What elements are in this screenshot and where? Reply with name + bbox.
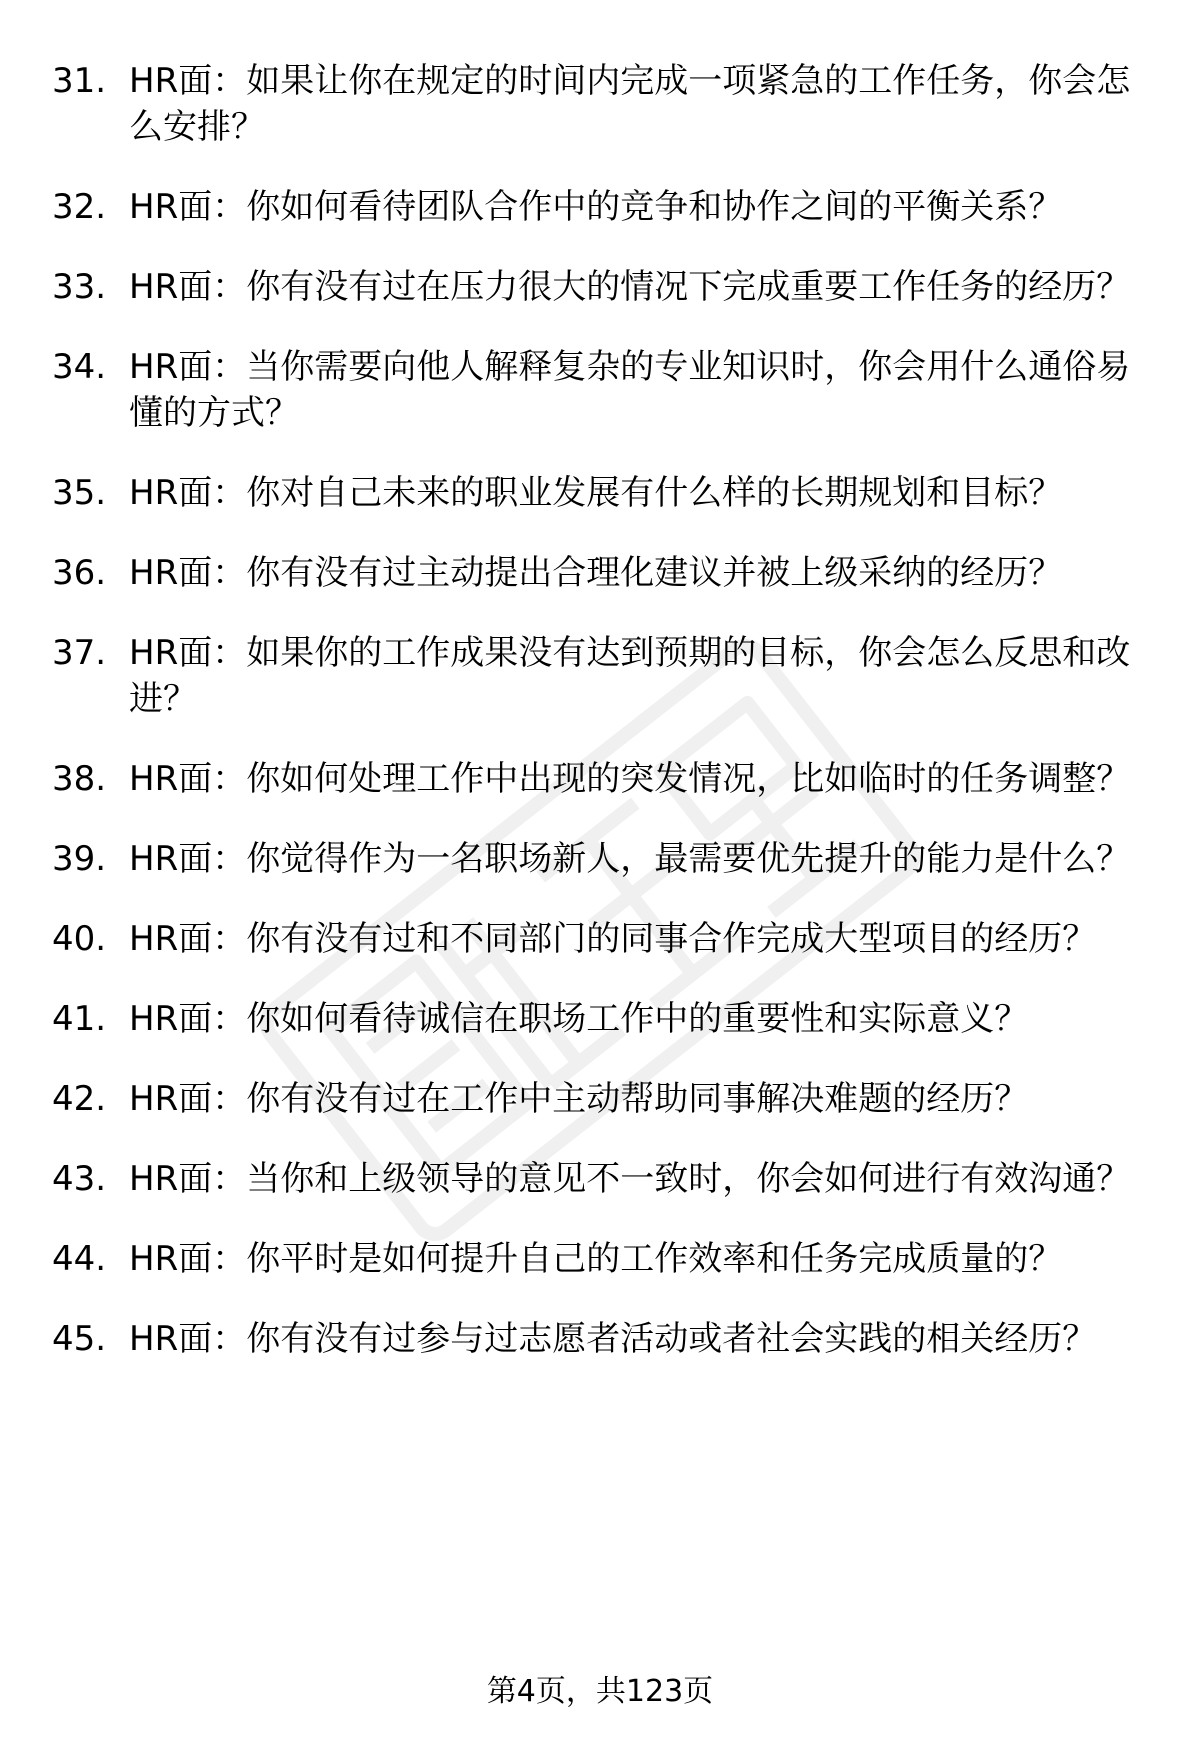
question-text: HR面：你有没有过参与过志愿者活动或者社会实践的相关经历？ [129, 1319, 1097, 1359]
list-item [0, 550, 1200, 596]
list-item [0, 1316, 1200, 1362]
list-item [0, 470, 1200, 516]
question-number: 31. [52, 61, 107, 101]
question-text: HR面：当你需要向他人解释复杂的专业知识时，你会用什么通俗易懂的方式？ [129, 347, 1131, 433]
list-item [0, 996, 1200, 1042]
list-item [0, 836, 1200, 882]
question-text: HR面：你如何看待诚信在职场工作中的重要性和实际意义？ [129, 999, 1029, 1039]
question-number: 41. [52, 999, 107, 1039]
question-text: HR面：你如何看待团队合作中的竞争和协作之间的平衡关系？ [129, 187, 1063, 227]
question-number: 32. [52, 187, 107, 227]
question-text: HR面：你有没有过在压力很大的情况下完成重要工作任务的经历？ [129, 267, 1131, 307]
question-text: HR面：你觉得作为一名职场新人，最需要优先提升的能力是什么？ [129, 839, 1131, 879]
list-item [0, 184, 1200, 230]
question-text: HR面：你对自己未来的职业发展有什么样的长期规划和目标？ [129, 473, 1063, 513]
question-number: 40. [52, 919, 107, 959]
question-text: HR面：当你和上级领导的意见不一致时，你会如何进行有效沟通？ [129, 1159, 1131, 1199]
question-number: 38. [52, 759, 107, 799]
question-number: 36. [52, 553, 107, 593]
question-number: 34. [52, 347, 107, 387]
question-text: HR面：如果让你在规定的时间内完成一项紧急的工作任务，你会怎么安排？ [129, 61, 1131, 147]
question-number: 43. [52, 1159, 107, 1199]
list-item [0, 916, 1200, 962]
list-item [0, 1236, 1200, 1282]
list-item [0, 756, 1200, 802]
question-list [0, 58, 1200, 1396]
list-item [0, 1156, 1200, 1202]
question-number: 44. [52, 1239, 107, 1279]
question-text: HR面：你如何处理工作中出现的突发情况，比如临时的任务调整？ [129, 759, 1131, 799]
list-item [0, 58, 1200, 150]
question-text: HR面：你平时是如何提升自己的工作效率和任务完成质量的？ [129, 1239, 1063, 1279]
question-number: 33. [52, 267, 107, 307]
question-number: 37. [52, 633, 107, 673]
list-item [0, 344, 1200, 436]
question-text: HR面：你有没有过主动提出合理化建议并被上级采纳的经历？ [129, 553, 1063, 593]
page-footer: 第4页，共123页 [486, 1674, 714, 1709]
question-text: HR面：如果你的工作成果没有达到预期的目标，你会怎么反思和改进？ [129, 633, 1131, 719]
list-item [0, 264, 1200, 310]
question-number: 42. [52, 1079, 107, 1119]
list-item [0, 1076, 1200, 1122]
question-text: HR面：你有没有过和不同部门的同事合作完成大型项目的经历？ [129, 919, 1097, 959]
question-text: HR面：你有没有过在工作中主动帮助同事解决难题的经历？ [129, 1079, 1029, 1119]
question-number: 39. [52, 839, 107, 879]
question-number: 35. [52, 473, 107, 513]
list-item [0, 630, 1200, 722]
question-number: 45. [52, 1319, 107, 1359]
